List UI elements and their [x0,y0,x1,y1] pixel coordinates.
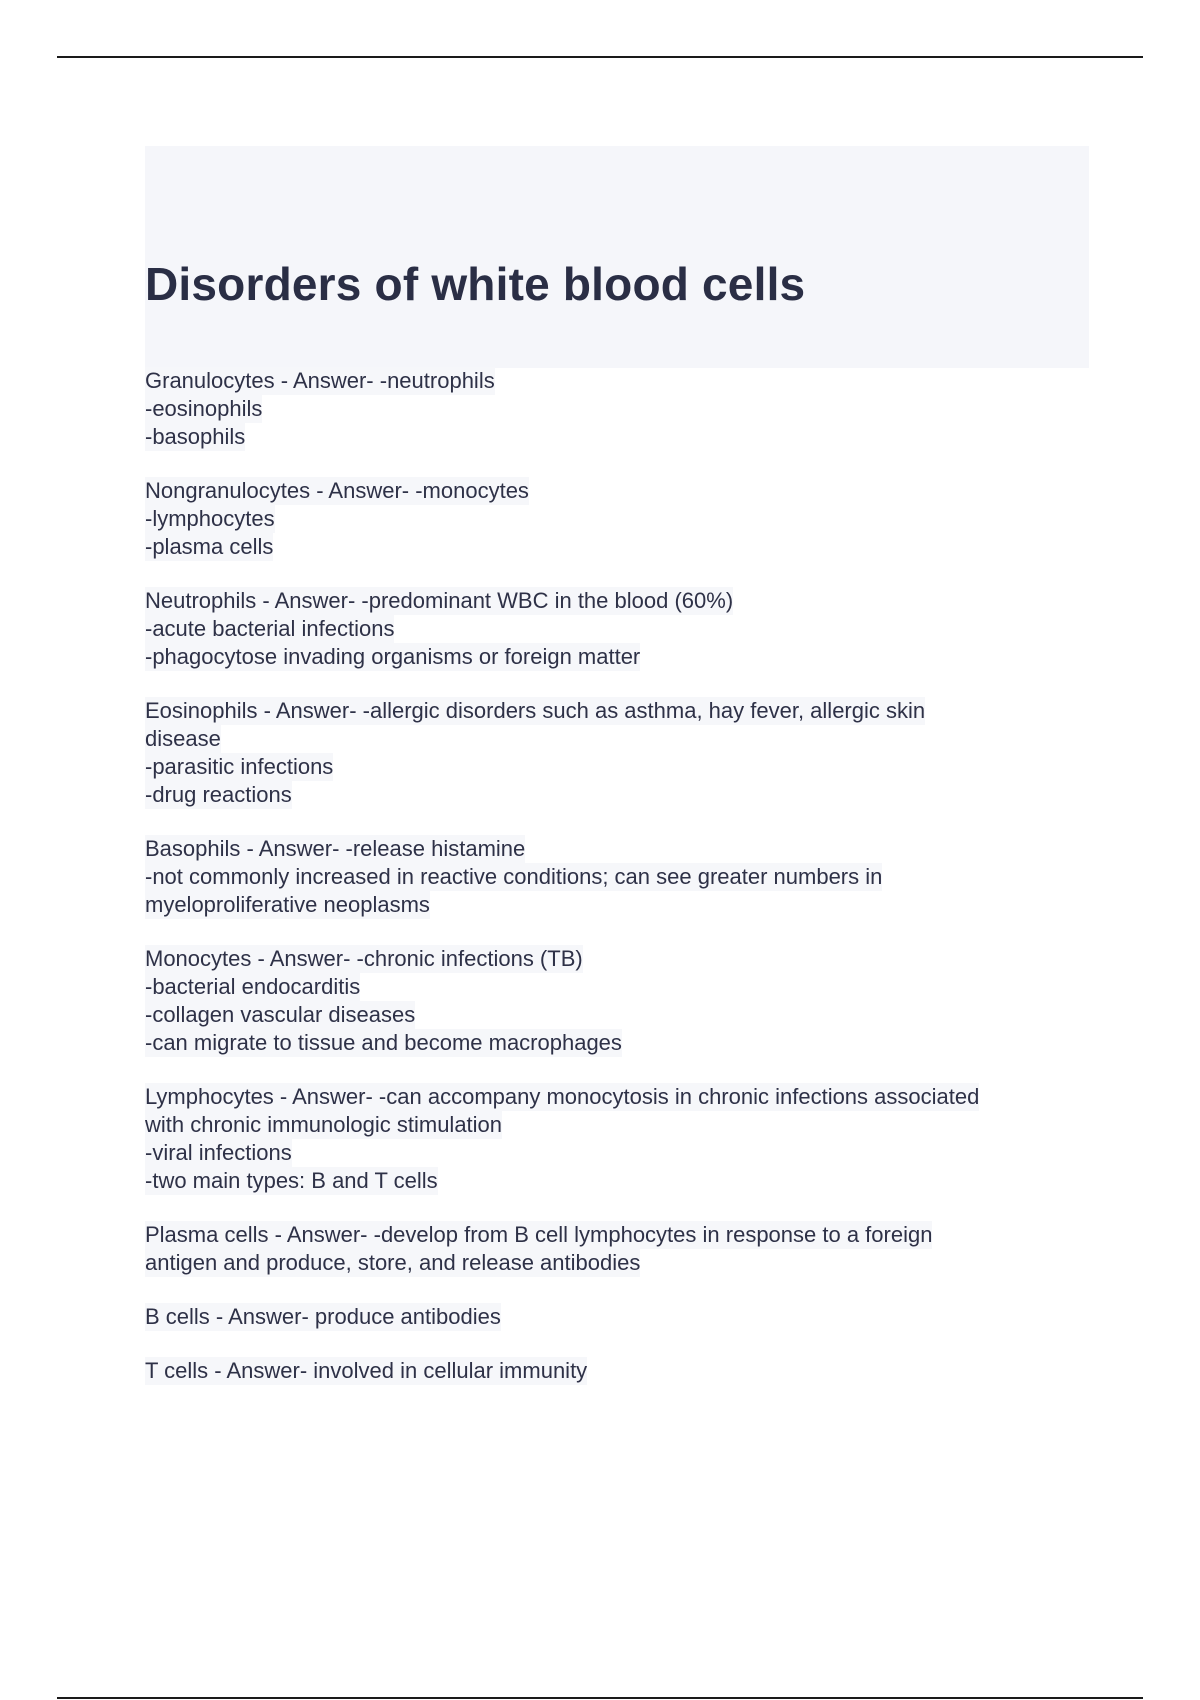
entry-line: -can migrate to tissue and become macrophages [145,1030,622,1055]
entry-line: with chronic immunologic stimulation [145,1112,503,1137]
top-rule [57,56,1143,58]
flashcard-entry [145,477,1085,561]
entry-line: -viral infections [145,1140,292,1165]
flashcard-entry [145,587,1085,671]
entry-line: Basophils - Answer- -release histamine [145,836,526,861]
entry-line: Nongranulocytes - Answer- -monocytes [145,478,529,503]
flashcard-entry [145,1221,1085,1277]
flashcard-entry [145,1303,1085,1331]
entry-line: -not commonly increased in reactive conditions; can see greater numbers in [145,864,883,889]
entry-line: -two main types: B and T cells [145,1168,438,1193]
entry-line: Granulocytes - Answer- -neutrophils [145,368,495,393]
bottom-rule [57,1697,1143,1699]
flashcard-entry [145,1083,1085,1195]
entry-line: Plasma cells - Answer- -develop from B cell lymphocytes in response to a foreign [145,1222,933,1247]
entry-line: Lymphocytes - Answer- -can accompany monocytosis in chronic infections associated [145,1084,980,1109]
entry-line: Monocytes - Answer- -chronic infections (TB) [145,946,583,971]
entry-line: Neutrophils - Answer- -predominant WBC in the blood (60%) [145,588,734,613]
flashcard-entry [145,697,1085,809]
flashcard-entry [145,945,1085,1057]
entry-line: -phagocytose invading organisms or foreign matter [145,644,641,669]
entry-line: -bacterial endocarditis [145,974,361,999]
entry-line: -plasma cells [145,534,274,559]
page-title: Disorders of white blood cells [145,258,806,310]
entry-line: -acute bacterial infections [145,616,395,641]
flashcard-entry [145,835,1085,919]
entry-line: -basophils [145,424,246,449]
entry-line: Eosinophils - Answer- -allergic disorders such as asthma, hay fever, allergic skin [145,698,926,723]
entry-line: -collagen vascular diseases [145,1002,416,1027]
entry-line: -parasitic infections [145,754,334,779]
flashcard-list [145,367,1085,1411]
entry-line: -drug reactions [145,782,292,807]
entry-line: myeloproliferative neoplasms [145,892,430,917]
entry-line: -eosinophils [145,396,263,421]
entry-line: -lymphocytes [145,506,275,531]
entry-line: disease [145,726,221,751]
flashcard-entry [145,367,1085,451]
entry-line: T cells - Answer- involved in cellular immunity [145,1358,588,1383]
entry-line: B cells - Answer- produce antibodies [145,1304,501,1329]
entry-line: antigen and produce, store, and release antibodies [145,1250,641,1275]
flashcard-entry [145,1357,1085,1385]
